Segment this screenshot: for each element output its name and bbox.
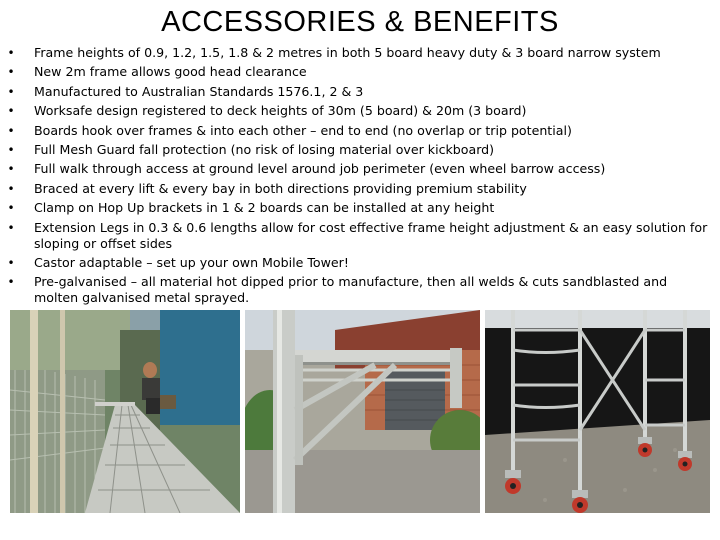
list-item-text: Full Mesh Guard fall protection (no risk of losing material over kickboard)	[34, 141, 495, 157]
list-item	[6, 64, 712, 80]
bullet-icon: •	[7, 123, 15, 138]
list-item-text: Extension Legs in 0.3 & 0.6 lengths allow for cost effective frame height adjustment & an easy solution for sloping or offset sides	[34, 219, 708, 251]
list-item-text: Frame heights of 0.9, 1.2, 1.5, 1.8 & 2 metres in both 5 board heavy duty & 3 board narrow system	[34, 45, 661, 60]
list-item-text: Worksafe design registered to deck heights of 30m (5 board) & 20m (3 board)	[34, 103, 527, 119]
list-item-text: Full walk through access at ground level around job perimeter (even wheel barrow access)	[34, 161, 606, 177]
bullet-icon: •	[7, 220, 15, 235]
hop-up-bracket-photo	[245, 310, 480, 513]
list-item	[6, 200, 712, 216]
list-item	[6, 181, 712, 197]
list-item	[6, 142, 712, 158]
list-item	[6, 103, 712, 119]
list-item	[6, 45, 712, 61]
bullet-icon: •	[7, 275, 15, 290]
list-item	[6, 255, 712, 271]
bullet-icon: •	[7, 65, 15, 80]
page-title: ACCESSORIES & BENEFITS	[161, 6, 559, 38]
list-item-text: Braced at every lift & every bay in both directions providing premium stability	[34, 180, 527, 196]
benefits-list	[6, 45, 712, 310]
list-item-text: Pre-galvanised – all material hot dipped prior to manufacture, then all welds & cuts sandblasted and molten galvanised metal sprayed.	[34, 274, 668, 306]
bullet-icon: •	[7, 104, 15, 119]
list-item-text: Manufactured to Australian Standards 1576.1, 2 & 3	[34, 83, 364, 99]
list-item	[6, 161, 712, 177]
list-item-text: Castor adaptable – set up your own Mobile Tower!	[34, 254, 349, 270]
list-item	[6, 220, 712, 252]
list-item	[6, 84, 712, 100]
bullet-icon: •	[7, 201, 15, 216]
list-item-text: New 2m frame allows good head clearance	[34, 64, 307, 80]
scaffold-deck-photo	[10, 310, 240, 513]
mobile-tower-photo	[485, 310, 710, 513]
list-item	[6, 274, 712, 306]
bullet-icon: •	[7, 162, 15, 177]
list-item	[6, 123, 712, 139]
bullet-icon: •	[7, 84, 15, 99]
bullet-icon: •	[7, 255, 15, 270]
bullet-icon: •	[7, 46, 15, 60]
bullet-icon: •	[7, 142, 15, 157]
list-item-text: Clamp on Hop Up brackets in 1 & 2 boards can be installed at any height	[34, 200, 495, 216]
bullet-icon: •	[7, 181, 15, 196]
list-item-text: Boards hook over frames & into each other – end to end (no overlap or trip potential)	[34, 122, 572, 138]
